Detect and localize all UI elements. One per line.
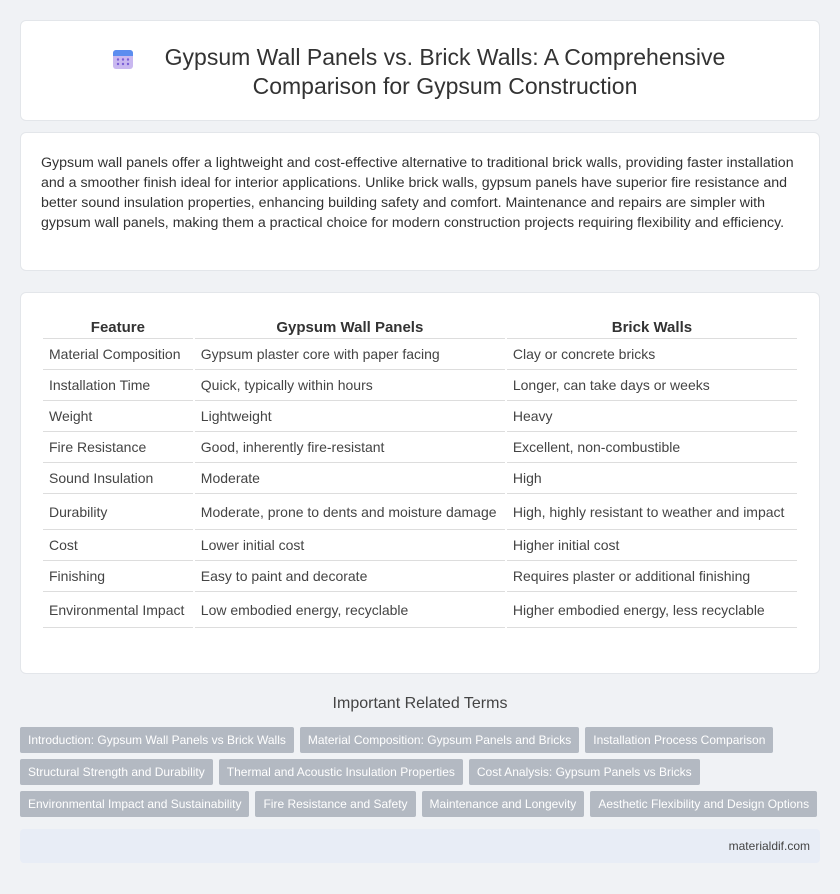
related-term-tag[interactable]: Aesthetic Flexibility and Design Options	[590, 791, 817, 817]
header-feature: Feature	[43, 313, 193, 339]
cell-gypsum: Quick, typically within hours	[195, 370, 505, 401]
table-row	[43, 339, 797, 370]
intro-paragraph: Gypsum wall panels offer a lightweight and cost-effective alternative to traditional brick walls, providing faster installation and a smoother finish ideal for interior applications. Unlike brick walls, gypsum panels have superior fire resistance and better sound insulation properties, enhancing building safety and comfort. Maintenance and repairs are simpler with gypsum wall panels, making them a practical choice for modern construction projects requiring flexibility and efficiency.	[41, 155, 794, 231]
cell-gypsum: Moderate, prone to dents and moisture damage	[195, 494, 505, 530]
cell-feature: Durability	[43, 494, 193, 530]
comparison-table	[41, 313, 799, 628]
related-term-tag[interactable]: Material Composition: Gypsum Panels and Bricks	[300, 727, 579, 753]
cell-feature: Cost	[43, 530, 193, 561]
related-term-tag[interactable]: Structural Strength and Durability	[20, 759, 213, 785]
cell-gypsum: Gypsum plaster core with paper facing	[195, 339, 505, 370]
footer	[20, 829, 820, 863]
cell-gypsum: Lower initial cost	[195, 530, 505, 561]
cell-gypsum: Good, inherently fire-resistant	[195, 432, 505, 463]
page-title: Gypsum Wall Panels vs. Brick Walls: A Comprehensive Comparison for Gypsum Construction	[164, 44, 726, 99]
cell-brick: Higher embodied energy, less recyclable	[507, 592, 797, 628]
cell-brick: Excellent, non-combustible	[507, 432, 797, 463]
cell-brick: Higher initial cost	[507, 530, 797, 561]
cell-brick: Heavy	[507, 401, 797, 432]
related-term-tag[interactable]: Cost Analysis: Gypsum Panels vs Bricks	[469, 759, 700, 785]
cell-feature: Fire Resistance	[43, 432, 193, 463]
cell-feature: Weight	[43, 401, 193, 432]
header-card	[20, 20, 820, 121]
table-header-row	[43, 313, 797, 339]
related-term-tag[interactable]: Installation Process Comparison	[585, 727, 773, 753]
table-row	[43, 561, 797, 592]
cell-feature: Finishing	[43, 561, 193, 592]
cell-brick: High, highly resistant to weather and impact	[507, 494, 797, 530]
cell-feature: Material Composition	[43, 339, 193, 370]
cell-gypsum: Lightweight	[195, 401, 505, 432]
related-term-tag[interactable]: Fire Resistance and Safety	[255, 791, 415, 817]
table-row	[43, 370, 797, 401]
cell-brick: Longer, can take days or weeks	[507, 370, 797, 401]
comparison-card	[20, 292, 820, 674]
related-term-tag[interactable]: Thermal and Acoustic Insulation Properties	[219, 759, 463, 785]
cell-feature: Environmental Impact	[43, 592, 193, 628]
related-terms-list	[20, 727, 830, 823]
table-row	[43, 432, 797, 463]
cell-gypsum: Moderate	[195, 463, 505, 494]
header-brick: Brick Walls	[507, 313, 797, 339]
table-row	[43, 401, 797, 432]
cell-feature: Sound Insulation	[43, 463, 193, 494]
cell-feature: Installation Time	[43, 370, 193, 401]
related-term-tag[interactable]: Maintenance and Longevity	[422, 791, 585, 817]
header-gypsum: Gypsum Wall Panels	[195, 313, 505, 339]
intro-card	[20, 132, 820, 271]
table-row	[43, 494, 797, 530]
related-term-tag[interactable]: Introduction: Gypsum Wall Panels vs Brick Walls	[20, 727, 294, 753]
table-row	[43, 530, 797, 561]
table-row	[43, 463, 797, 494]
related-term-tag[interactable]: Environmental Impact and Sustainability	[20, 791, 249, 817]
cell-brick: Clay or concrete bricks	[507, 339, 797, 370]
related-terms-heading: Important Related Terms	[332, 695, 508, 712]
footer-site-link[interactable]: materialdif.com	[728, 839, 810, 853]
cell-gypsum: Low embodied energy, recyclable	[195, 592, 505, 628]
cell-brick: Requires plaster or additional finishing	[507, 561, 797, 592]
cell-gypsum: Easy to paint and decorate	[195, 561, 505, 592]
table-row	[43, 592, 797, 628]
cell-brick: High	[507, 463, 797, 494]
